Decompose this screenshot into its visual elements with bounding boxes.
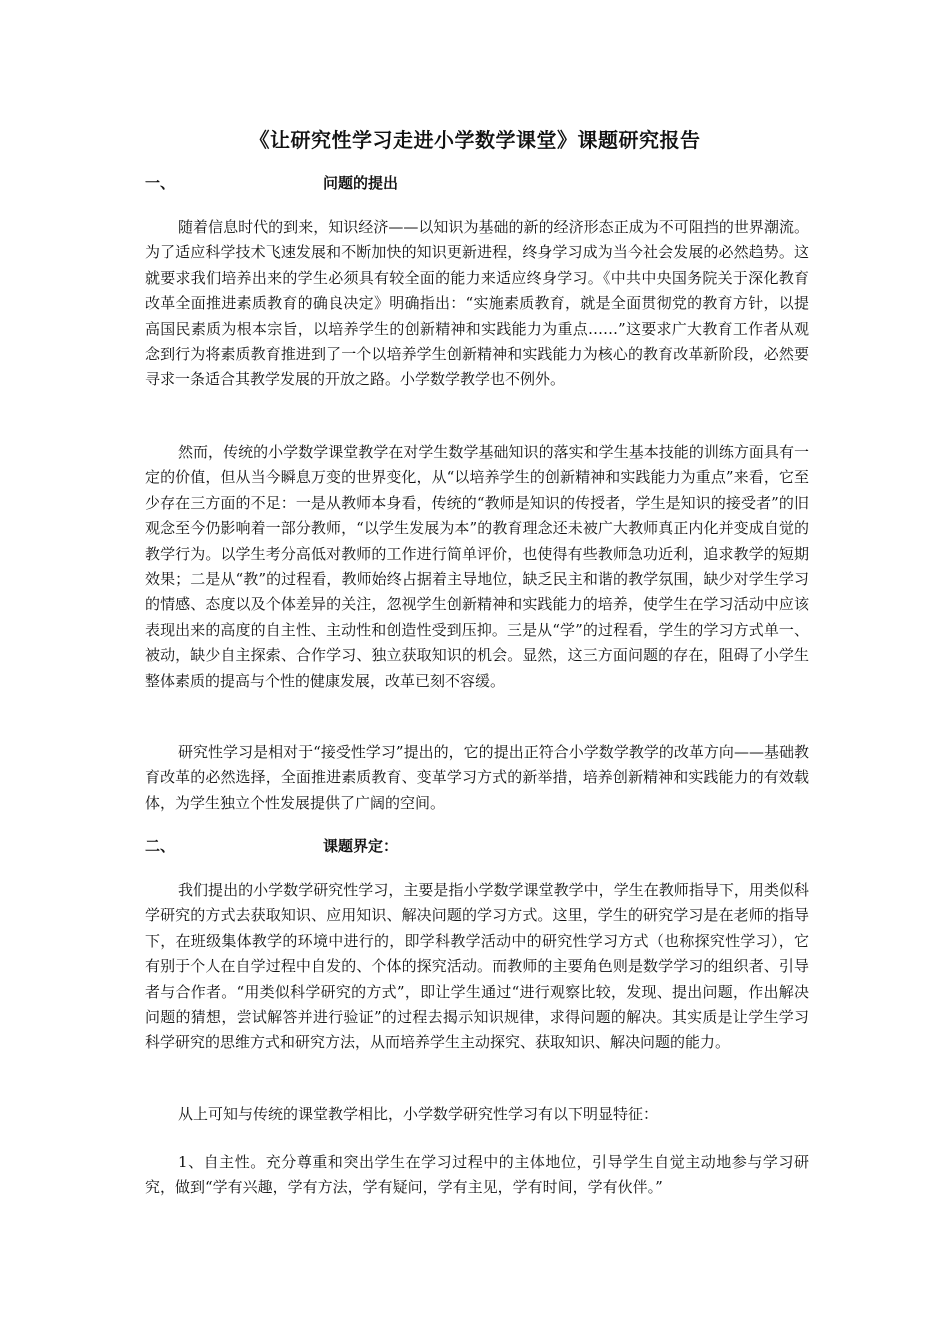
section-title: 课题界定： xyxy=(323,837,399,855)
paragraph: 从上可知与传统的课堂教学相比，小学数学研究性学习有以下明显特征： xyxy=(178,1105,659,1123)
section-heading-2 xyxy=(145,835,805,857)
section-number: 二、 xyxy=(145,837,176,855)
document-title: 《让研究性学习走进小学数学课堂》课题研究报告 xyxy=(249,128,701,152)
section-heading-1 xyxy=(145,172,805,194)
paragraph: 研究性学习是相对于“接受性学习”提出的，它的提出正符合小学数学教学的改革方向——基础教育改革的必然选择，全面推进素质教育、变革学习方式的新举措，培养创新精神和实践能力的有效载体，为学生独立个性发展提供了广阔的空间。 xyxy=(145,743,809,812)
paragraph: 1、自主性。充分尊重和突出学生在学习过程中的主体地位，引导学生自觉主动地参与学习研究，做到“学有兴趣，学有方法，学有疑问，学有主见，学有时间，学有伙伴。” xyxy=(145,1153,809,1197)
paragraph: 随着信息时代的到来，知识经济——以知识为基础的新的经济形态正成为不可阻挡的世界潮流。为了适应科学技术飞速发展和不断加快的知识更新进程，终身学习成为当今社会发展的必然趋势。这就要求我们培养出来的学生必须具有较全面的能力来适应终身学习。《中共中央国务院关于深化教育改革全面推进素质教育的确良决定》明确指出：“实施素质教育，就是全面贯彻党的教育方针，以提高国民素质为根本宗旨，以培养学生的创新精神和实践能力为重点……”这要求广大教育工作者从观念到行为将素质教育推进到了一个以培养学生创新精神和实践能力为核心的教育改革新阶段，必然要寻求一条适合其教学发展的开放之路。小学数学教学也不例外。 xyxy=(145,218,809,389)
section-number: 一、 xyxy=(145,174,176,192)
paragraph: 然而，传统的小学数学课堂教学在对学生数学基础知识的落实和学生基本技能的训练方面具有一定的价值，但从当今瞬息万变的世界变化，从“以培养学生的创新精神和实践能力为重点”来看，它至少存在三方面的不足：一是从教师本身看，传统的“教师是知识的传授者，学生是知识的接受者”的旧观念至今仍影响着一部分教师，“以学生发展为本”的教育理念还未被广大教师真正内化并变成自觉的教学行为。以学生考分高低对教师的工作进行简单评价，也使得有些教师急功近利，追求教学的短期效果；二是从“教”的过程看，教师始终占据着主导地位，缺乏民主和谐的教学氛围，缺少对学生学习的情感、态度以及个体差异的关注，忽视学生创新精神和实践能力的培养，使学生在学习活动中应该表现出来的高度的自主性、主动性和创造性受到压抑。三是从“学”的过程看，学生的学习方式单一、被动，缺少自主探索、合作学习、独立获取知识的机会。显然，这三方面问题的存在，阻碍了小学生整体素质的提高与个性的健康发展，改革已刻不容缓。 xyxy=(145,443,809,690)
section-title: 问题的提出 xyxy=(323,174,399,192)
paragraph: 我们提出的小学数学研究性学习，主要是指小学数学课堂教学中，学生在教师指导下，用类似科学研究的方式去获取知识、应用知识、解决问题的学习方式。这里，学生的研究学习是在老师的指导下，在班级集体教学的环境中进行的，即学科教学活动中的研究性学习方式（也称探究性学习），它有别于个人在自学过程中自发的、个体的探究活动。而教师的主要角色则是数学学习的组织者、引导者与合作者。“用类似科学研究的方式”，即让学生通过“进行观察比较，发现、提出问题，作出解决问题的猜想，尝试解答并进行验证”的过程去揭示知识规律，求得问题的解决。其实质是让学生学习科学研究的思维方式和研究方法，从而培养学生主动探究、获取知识、解决问题的能力。 xyxy=(145,881,809,1052)
